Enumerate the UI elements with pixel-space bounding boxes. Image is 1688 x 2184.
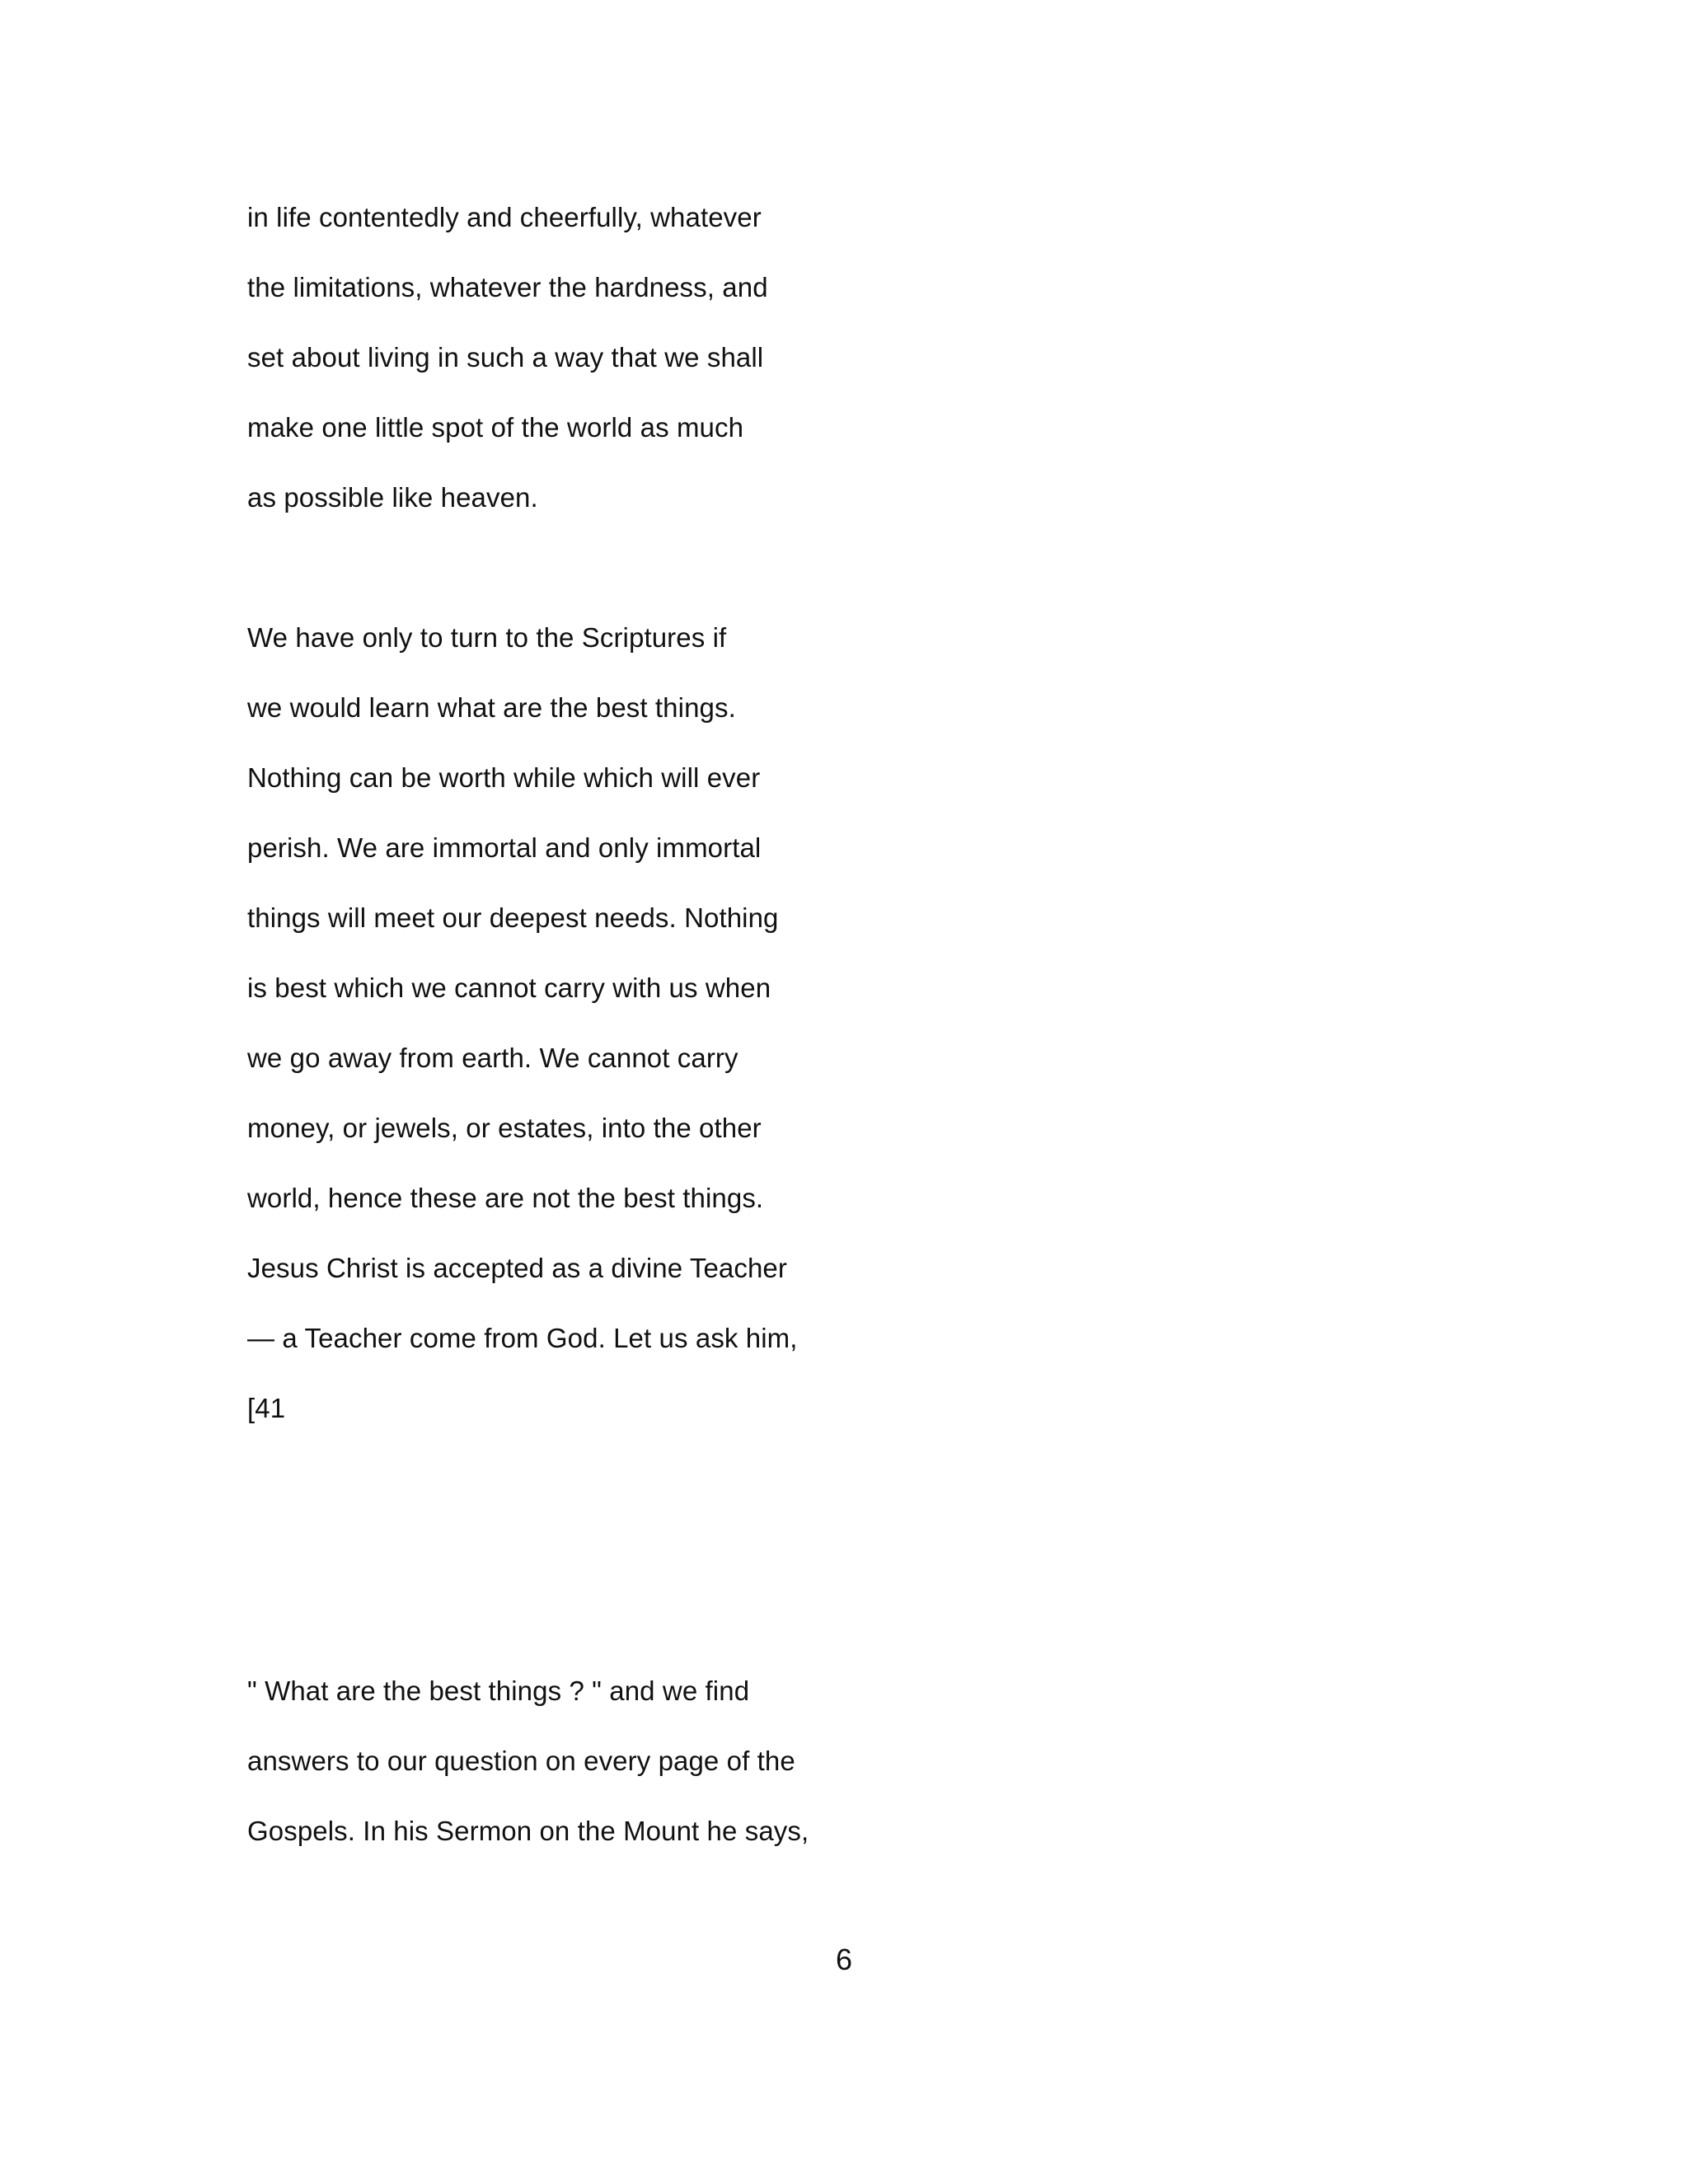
text-line: we would learn what are the best things. <box>247 692 736 723</box>
text-line: is best which we cannot carry with us when <box>247 972 771 1003</box>
text-line: as possible like heaven. <box>247 482 538 513</box>
text-line: make one little spot of the world as much <box>247 412 744 443</box>
text-line: We have only to turn to the Scriptures if <box>247 622 727 653</box>
text-line: " What are the best things ? " and we find <box>247 1675 750 1706</box>
text-line: perish. We are immortal and only immortal <box>247 832 762 863</box>
text-line: Jesus Christ is accepted as a divine Teacher <box>247 1253 787 1283</box>
text-line: the limitations, whatever the hardness, and <box>247 272 768 302</box>
text-line: in life contentedly and cheerfully, whatever <box>247 202 762 232</box>
text-line: Gospels. In his Sermon on the Mount he says, <box>247 1816 809 1846</box>
page-number: 6 <box>835 1943 853 1976</box>
text-line: things will meet our deepest needs. Nothing <box>247 902 779 933</box>
paragraph-1 <box>247 182 1154 532</box>
text-line: we go away from earth. We cannot carry <box>247 1043 738 1073</box>
paragraph-3 <box>247 1656 1154 1866</box>
paragraph-2 <box>247 602 1154 1443</box>
page-marker: [41 <box>247 1393 286 1423</box>
text-line: Nothing can be worth while which will ever <box>247 762 761 793</box>
text-line: — a Teacher come from God. Let us ask him, <box>247 1323 798 1353</box>
text-line: world, hence these are not the best things. <box>247 1183 764 1213</box>
text-line: money, or jewels, or estates, into the other <box>247 1113 762 1143</box>
text-line: answers to our question on every page of the <box>247 1746 795 1776</box>
text-line: set about living in such a way that we shall <box>247 342 764 373</box>
